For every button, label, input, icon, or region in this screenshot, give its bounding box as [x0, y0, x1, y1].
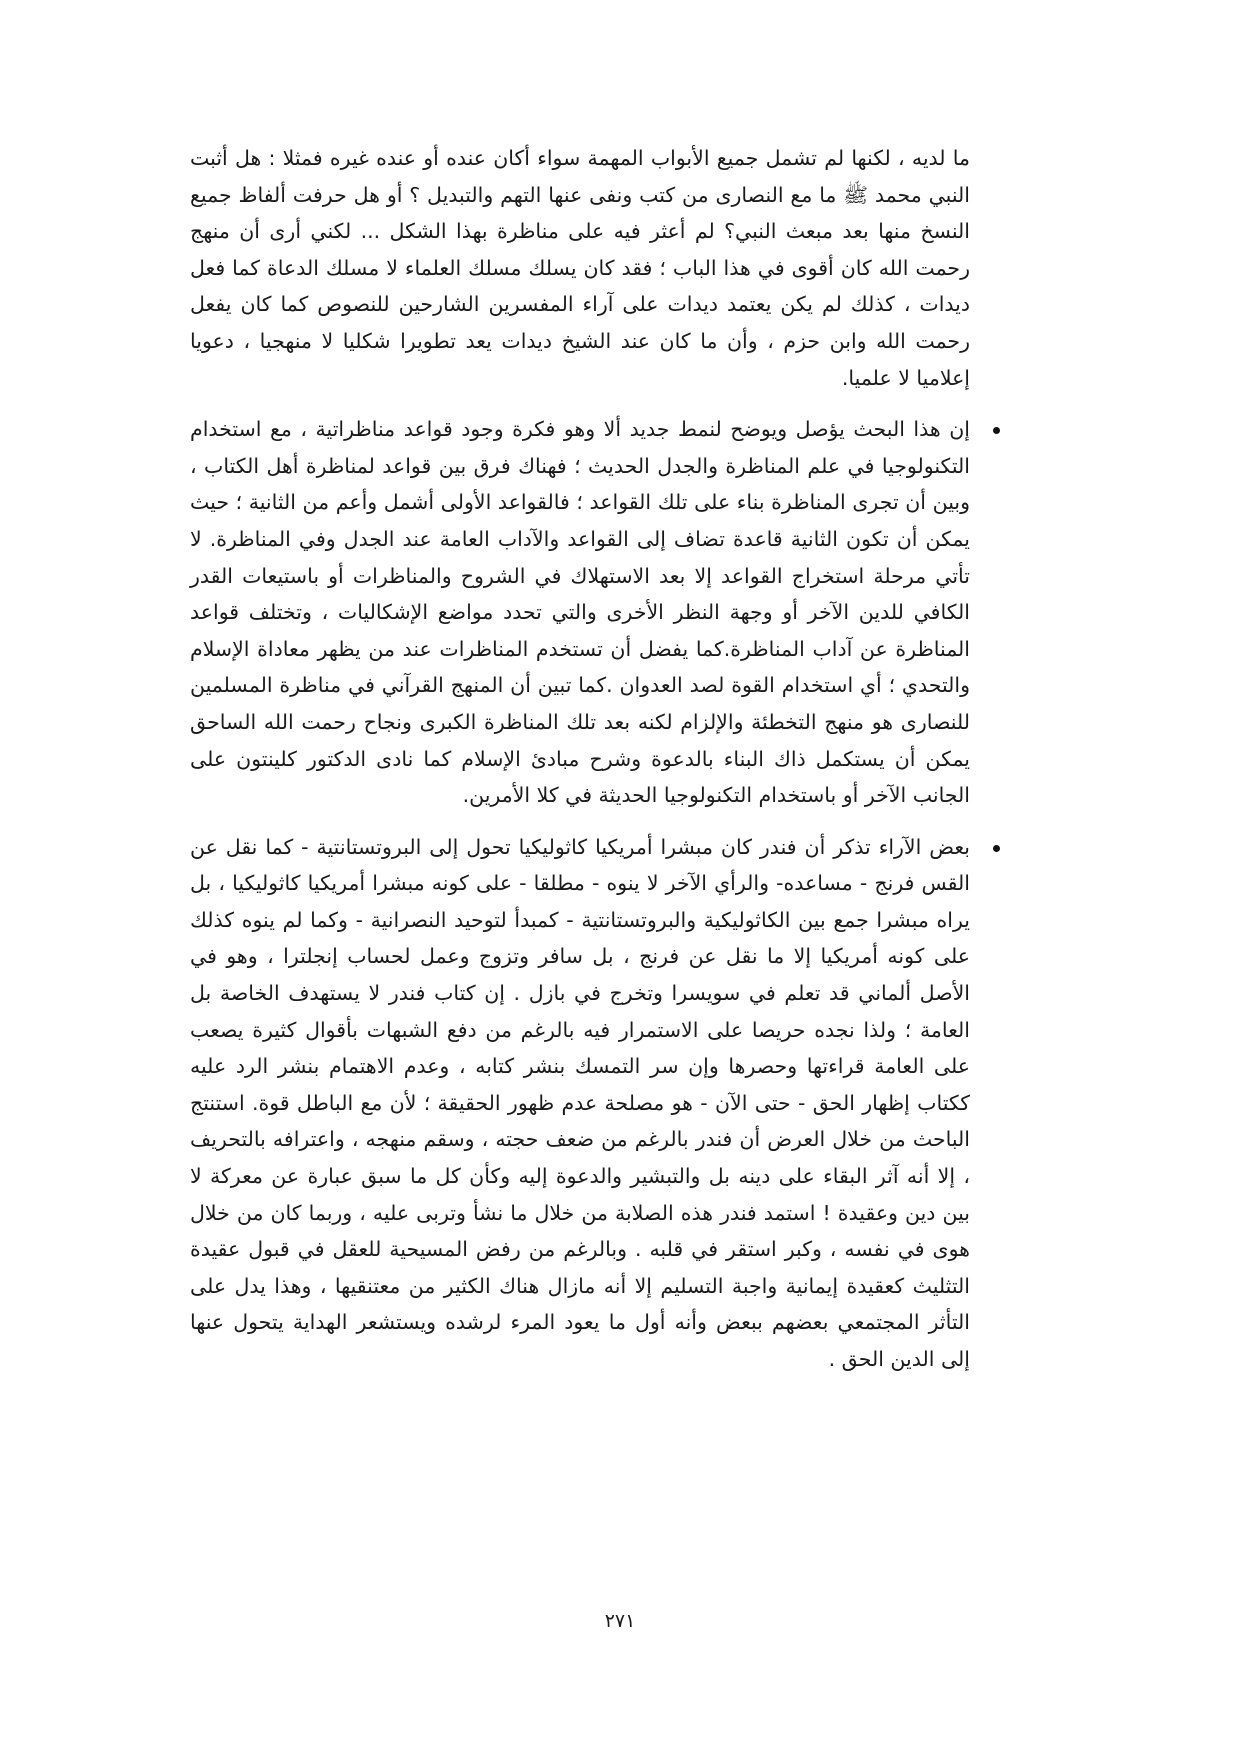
page-number: ٢٧١: [604, 1610, 636, 1632]
bullet-text: إن هذا البحث يؤصل ويوضح لنمط جديد ألا وهو فكرة وجود قواعد مناظراتية ، مع استخدام التكنولوجيا في علم المناظرة والجدل الحديث ؛ فهناك فرق بين قواعد لمناظرة أهل الكتاب ، وبين أن تجرى المناظرة بناء على تلك القواعد ؛ فالقواعد الأولى أشمل وأعم من الثانية ؛ حيث يمكن أن تكون الثانية قاعدة تضاف إلى القواعد والآداب العامة عند الجدل وفي المناظرة. لا تأتي مرحلة استخراج القواعد إلا بعد الاستهلاك في الشروح والمناظرات أو باستيعات القدر الكافي للدين الآخر أو وجهة النظر الأخرى والتي تحدد مواضع الإشكاليات ، وتختلف قواعد المناظرة عن آداب المناظرة.كما يفضل أن تستخدم المناظرات عند من يظهر معاداة الإسلام والتحدي ؛ أي استخدام القوة لصد العدوان .كما تبين أن المنهج القرآني في مناظرة المسلمين للنصارى هو منهج التخطئة والإلزام لكنه بعد تلك المناظرة الكبرى ونجاح رحمت الله الساحق يمكن أن يستكمل ذاك البناء بالدعوة وشرح مبادئ الإسلام كما نادى الدكتور كلينتون على الجانب الآخر أو باستخدام التكنولوجيا الحديثة في كلا الأمرين.: [190, 417, 970, 808]
bullet-item-2: [190, 829, 970, 1378]
bullet-item-1: [190, 411, 970, 814]
bullet-text: بعض الآراء تذكر أن فندر كان مبشرا أمريكيا كاثوليكيا تحول إلى البروتستانتية - كما نقل عن القس فرنج - مساعده- والرأي الآخر لا ينوه - مطلقا - على كونه مبشرا أمريكيا كاثوليكيا ، بل يراه مبشرا جمع بين الكاثوليكية والبروتستانتية - كمبدأ لتوحيد النصرانية - وكما لم ينوه كذلك على كونه أمريكيا إلا ما نقل عن فرنج ، بل سافر وتزوج وعمل لحساب إنجلترا ، وهو في الأصل ألماني قد تعلم في سويسرا وتخرج في بازل . إن كتاب فندر لا يستهدف الخاصة بل العامة ؛ ولذا نجده حريصا على الاستمرار فيه بالرغم من دفع الشبهات بأقوال كثيرة يصعب على العامة قراءتها وحصرها وإن سر التمسك بنشر كتابه ، وعدم الاهتمام بنشر الرد عليه ككتاب إظهار الحق - حتى الآن - هو مصلحة عدم ظهور الحقيقة ؛ لأن مع الباطل قوة. استنتج الباحث من خلال العرض أن فندر بالرغم من ضعف حجته ، وسقم منهجه ، واعترافه بالتحريف ، إلا أنه آثر البقاء على دينه بل والتبشير والدعوة إليه وكأن كل ما سبق عبارة عن معركة لا بين دين وعقيدة ! استمد فندر هذه الصلابة من خلال ما نشأ وتربى عليه ، وربما كان من خلال هوى في نفسه ، وكبر استقر في قلبه . وبالرغم من رفض المسيحية للعقل في قبول عقيدة التثليث كعقيدة إيمانية واجبة التسليم إلا أنه مازال هناك الكثير من معتنقيها ، وهذا يدل على التأثر المجتمعي بعضهم ببعض وأنه أول ما يعود المرء لرشده ويستشعر الهداية يتحول عنها إلى الدين الحق .: [190, 834, 970, 1371]
bullet-icon: [993, 845, 1000, 852]
intro-paragraph: ما لديه ، لكنها لم تشمل جميع الأبواب المهمة سواء أكان عنده أو عنده غيره فمثلا : هل أثبت النبي محمد ﷺ ما مع النصارى من كتب ونفى عنها التهم والتبديل ؟ أو هل حرفت ألفاظ جميع النسخ منها بعد مبعث النبي؟ لم أعثر فيه على مناظرة بهذا الشكل ... لكني أرى أن منهج رحمت الله كان أقوى في هذا الباب ؛ فقد كان يسلك مسلك العلماء لا مسلك الدعاة كما فعل ديدات ، كذلك لم يكن يعتمد ديدات على آراء المفسرين الشارحين للنصوص كما كان يفعل رحمت الله وابن حزم ، وأن ما كان عند الشيخ ديدات يعد تطويرا شكليا لا منهجيا ، دعويا إعلاميا لا علميا.: [190, 146, 970, 390]
bullet-icon: [993, 427, 1000, 434]
page-body: [190, 140, 970, 1378]
bullet-list: [190, 411, 970, 1377]
